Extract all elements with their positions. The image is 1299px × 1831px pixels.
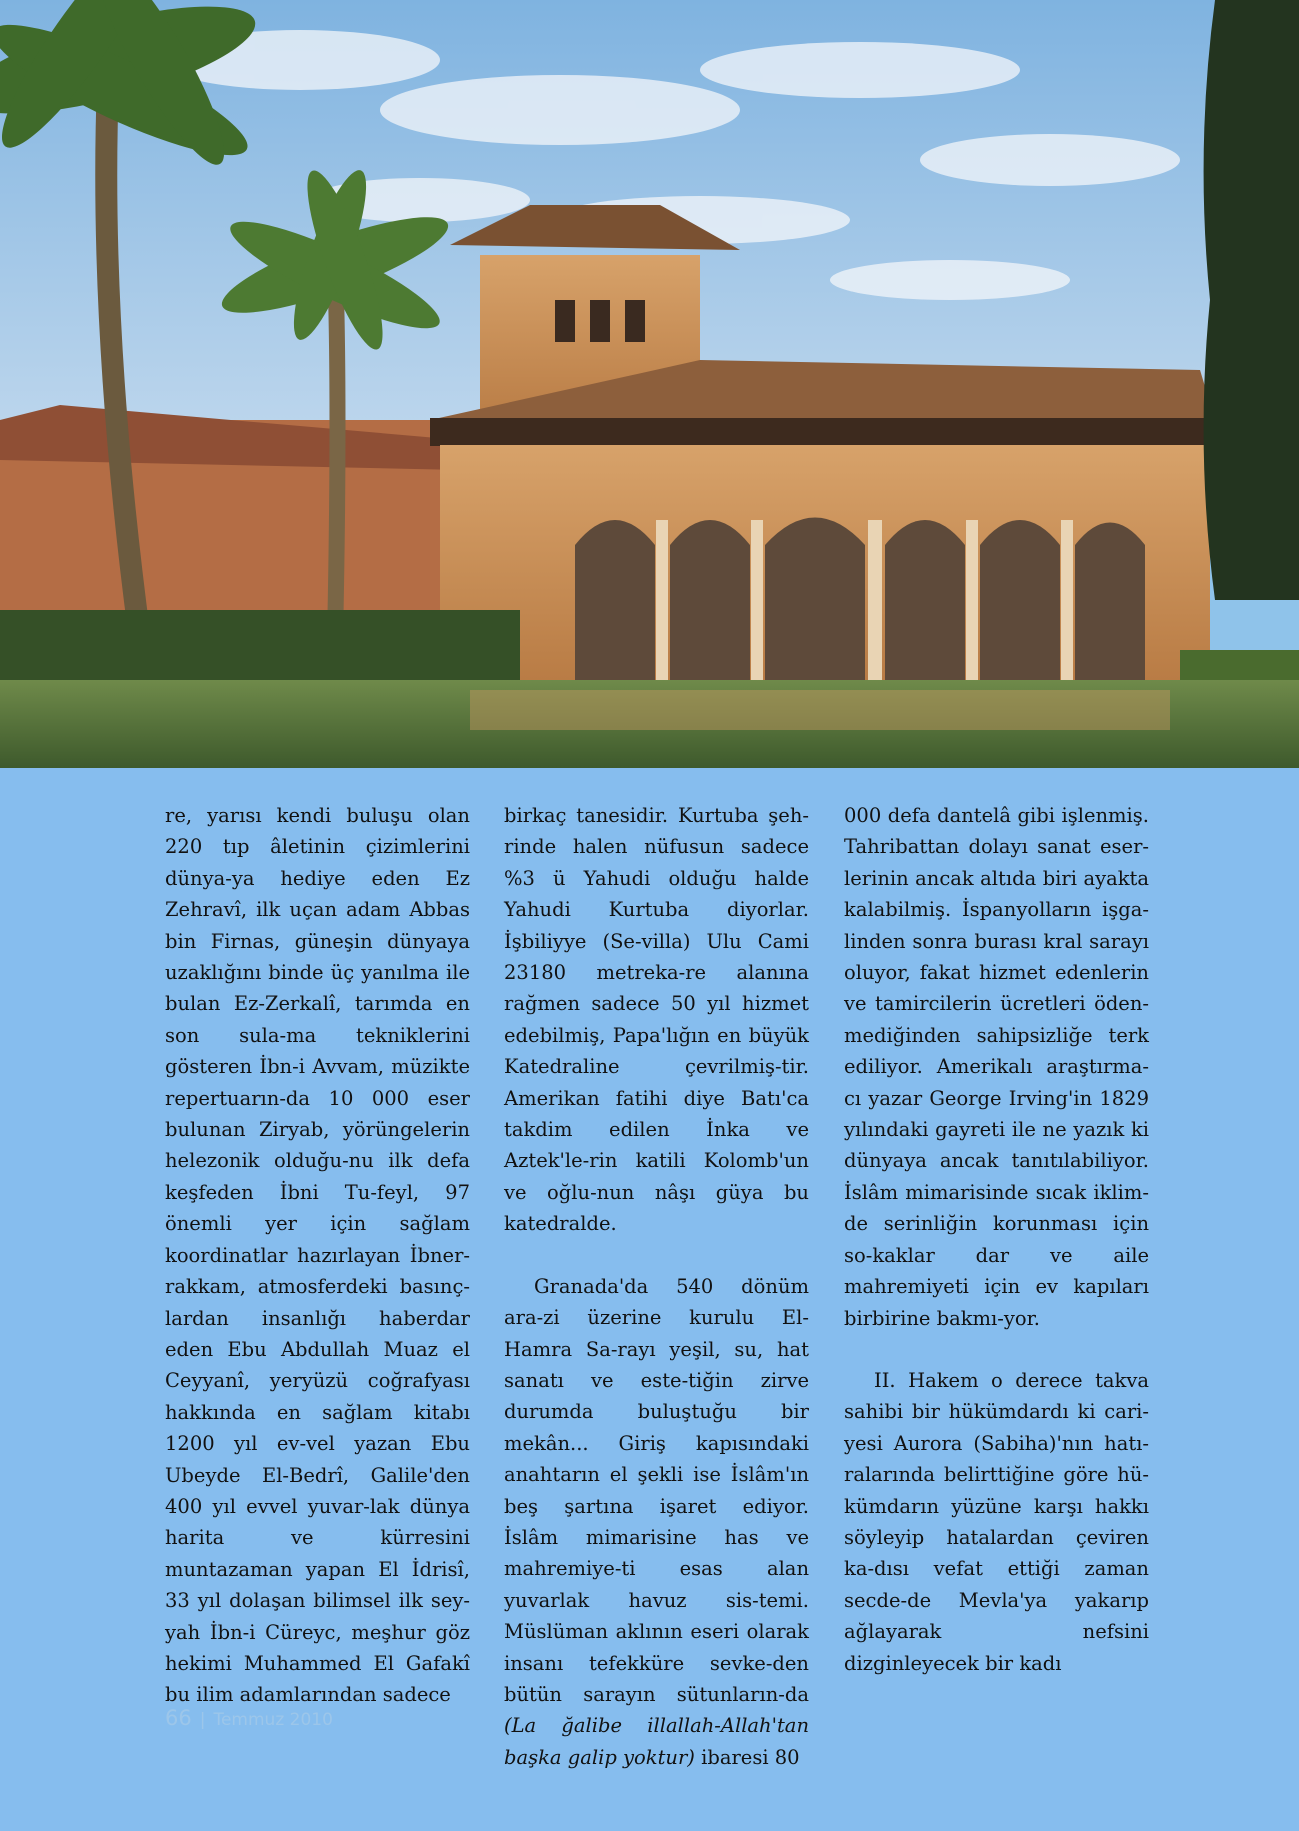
paragraph: re, yarısı kendi buluşu olan 220 tıp âletinin çizimlerini dünya-ya hediye eden Ez Zehravî, ilk uçan adam Abbas bin Firnas, güneşin dünyaya uzaklığını binde üç yanılma ile bulan Ez-Zerkalî, tarımda en son sula-ma tekniklerini gösteren İbn-i Avvam, müzikte repertuarın-da 10 000 eser bulunan Ziryab, yörüngelerin helezonik olduğu-nu ilk defa keşfeden İbni Tu-feyl, 97 önemli yer için sağlam koordinatlar hazırlayan İbner-rakkam, atmosferdeki basınç-lardan insanlığı haberdar eden Ebu Abdullah Muaz el Ceyyanî, yeryüzü coğrafyası hakkında en sağlam kitabı 1200 yıl ev-vel yazan Ebu Ubeyde El-Bedrî, Galile'den 400 yıl evvel yuvar-lak dünya harita ve kürresini muntazaman yapan El İdrisî, 33 yıl dolaşan bilimsel ilk sey-yah İbn-i Cüreyc, meşhur göz hekimi Muhammed El Gafakî bu ilim adamlarından sadece xyxy=(165,804,470,1707)
article-column-1 xyxy=(165,800,470,1711)
paragraph-text: Granada'da 540 dönüm ara-zi üzerine kurulu El-Hamra Sa-rayı yeşil, su, hat sanatı ve este-tiğin zirve durumda buluştuğu bir mekân... Giriş kapısındaki anahtarın el şekli ise İslâm'ın beş şartına işaret ediyor. İslâm mimarisine has ve mahremiye-ti esas alan yuvarlak havuz sis-temi. Müslüman aklının eseri olarak insanı tefekküre sevke-den bütün sarayın sütunların-da xyxy=(504,1274,809,1706)
paragraph xyxy=(504,1271,809,1774)
article-column-2 xyxy=(504,800,809,1773)
article-column-3 xyxy=(844,800,1149,1679)
paragraph: birkaç tanesidir. Kurtuba şeh-rinde halen nüfusun sadece %3 ü Yahudi olduğu halde Yahudi Kurtuba diyorlar. İşbiliyye (Se-villa) Ulu Cami 23180 metreka-re alanına rağmen sadece 50 yıl hizmet edebilmiş, Papa'lığın en büyük Katedraline çevrilmiş-tir. Amerikan fatihi diye Batı'ca takdim edilen İnka ve Aztek'le-rin katili Kolomb'un ve oğlu-nun nâşı güya bu katedralde. xyxy=(504,804,809,1236)
header-photo xyxy=(0,0,1299,768)
italic-phrase: (La ğalibe illallah-Allah'tan başka galip yoktur) xyxy=(504,1714,809,1769)
page-number: 66 xyxy=(165,1706,192,1730)
paragraph: 000 defa dantelâ gibi işlenmiş. Tahribattan dolayı sanat eser-lerinin ancak altıda biri ayakta kalabilmiş. İspanyolların işga-linden sonra burası kral sarayı oluyor, fakat hizmet edenlerin ve tamircilerin ücretleri öden-mediğinden sahipsizliğe terk ediliyor. Amerikalı araştırma-cı yazar George Irving'in 1829 yılındaki gayreti ile ne yazık ki dünyaya ancak tanıtılabiliyor. İslâm mimarisinde sıcak iklim-de serinliğin korunması için so-kaklar dar ve aile mahremiyeti için ev kapıları birbirine bakmı-yor. xyxy=(844,804,1149,1330)
page-footer xyxy=(165,1706,333,1730)
alhambra-photo xyxy=(0,0,1299,768)
paragraph: II. Hakem o derece takva sahibi bir hükümdardı ki cari-yesi Aurora (Sabiha)'nın hatı-ralarında belirttiğine göre hü-kümdarın yüzüne karşı hakkı söyleyip hatalardan çeviren ka-dısı vefat ettiği zaman secde-de Mevla'ya yakarıp ağlayarak nefsini dizginleyecek bir kadı xyxy=(844,1368,1149,1675)
issue-date: Temmuz 2010 xyxy=(213,1710,333,1730)
paragraph-text: ibaresi 80 xyxy=(701,1745,800,1769)
footer-separator: | xyxy=(199,1710,206,1730)
